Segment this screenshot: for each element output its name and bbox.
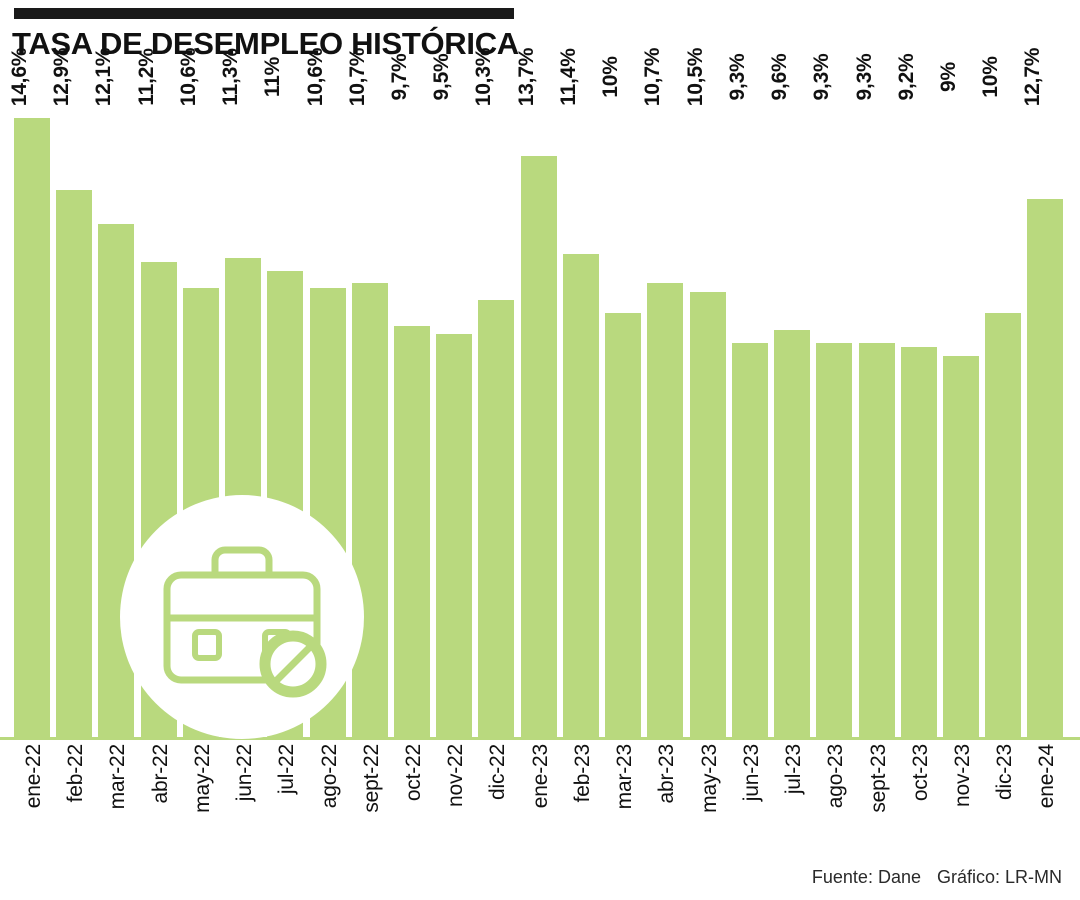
category-label: oct-23 [908, 744, 932, 802]
category-label: ene-24 [1035, 744, 1059, 809]
bar-value-label: 12,1% [92, 47, 116, 107]
category-label: nov-22 [444, 744, 468, 808]
category-label-slot [519, 744, 559, 864]
bar-value-label: 9,5% [430, 53, 454, 101]
category-label: may-23 [697, 744, 721, 813]
bar-slot [430, 53, 474, 737]
category-label: abr-23 [655, 744, 679, 804]
category-label: sept-22 [359, 744, 383, 813]
category-label: jun-22 [233, 744, 257, 802]
bar-value-label: 12,9% [50, 47, 74, 107]
category-label-slot [434, 744, 474, 864]
bar-slot [556, 48, 601, 737]
bar-value-label: 14,6% [7, 47, 31, 107]
category-label-slot [730, 744, 770, 864]
category-label-slot [603, 744, 643, 864]
category-label: mar-23 [613, 744, 637, 810]
source-label: Fuente: Dane [811, 867, 921, 887]
page-title: TASA DE DESEMPLEO HISTÓRICA [12, 26, 519, 61]
category-label-slot [392, 744, 432, 864]
category-label-slot [350, 744, 390, 864]
category-label-slot [772, 744, 812, 864]
category-label-slot [899, 744, 939, 864]
category-label: nov-23 [951, 744, 975, 808]
category-label-slot [181, 744, 221, 864]
category-label: mar-22 [106, 744, 130, 810]
category-label: sept-23 [866, 744, 890, 813]
category-label: may-22 [190, 744, 214, 813]
bar-value-label: 11,3% [219, 48, 243, 106]
category-label-slot [983, 744, 1023, 864]
category-label-slot [223, 744, 263, 864]
category-label-slot [308, 744, 348, 864]
bar [979, 56, 1021, 737]
bar [810, 53, 852, 737]
category-label: feb-22 [64, 744, 88, 803]
bar [472, 47, 514, 737]
bar-value-label: 12,7% [1021, 47, 1045, 107]
bar-value-label: 11% [261, 56, 285, 98]
title-rule [14, 8, 514, 19]
category-label: abr-22 [148, 744, 172, 804]
category-label-slot [646, 744, 686, 864]
category-label-slot [54, 744, 94, 864]
bar-slot [979, 56, 1023, 737]
bar [514, 47, 557, 737]
bar-value-label: 11,4% [556, 48, 580, 106]
bar-value-label: 9% [937, 62, 961, 92]
bar-value-label: 9,3% [810, 53, 834, 101]
bar-value-label: 9,6% [768, 53, 792, 101]
bar-value-label: 10,5% [683, 47, 707, 107]
bar [937, 62, 979, 737]
category-label-slot [857, 744, 897, 864]
bar-slot [768, 53, 812, 737]
category-label: feb-23 [570, 744, 594, 803]
bar [7, 47, 50, 737]
bar-value-label: 10,7% [641, 47, 665, 107]
bar [50, 47, 92, 737]
bar-value-label: 9,2% [894, 53, 918, 101]
bar [683, 47, 726, 737]
chart-baseline [0, 737, 1080, 740]
bar [894, 53, 937, 737]
category-label-slot [477, 744, 517, 864]
bar-slot [514, 47, 559, 737]
category-axis [12, 744, 1068, 864]
bar-slot [7, 47, 52, 737]
bar-slot [387, 53, 432, 737]
bar-value-label: 9,3% [852, 53, 876, 101]
bar-slot [725, 53, 770, 737]
bar-value-label: 10,6% [303, 47, 327, 107]
bar-slot [852, 53, 897, 737]
category-label: oct-22 [401, 744, 425, 802]
bar [852, 53, 895, 737]
bar-slot [50, 47, 94, 737]
bar-slot [894, 53, 939, 737]
briefcase-blocked-icon [120, 495, 364, 739]
bar [641, 47, 683, 737]
bar-value-label: 10% [979, 56, 1003, 98]
category-label: ene-22 [21, 744, 45, 809]
category-label-slot [814, 744, 854, 864]
category-label: jul-22 [275, 744, 299, 795]
category-label-slot [12, 744, 52, 864]
bar-slot [810, 53, 854, 737]
bar [556, 48, 599, 737]
bar-value-label: 13,7% [514, 47, 538, 107]
category-label-slot [96, 744, 136, 864]
bar-slot [641, 47, 686, 737]
bar-value-label: 10,6% [176, 47, 200, 107]
bar-slot [1021, 47, 1066, 737]
category-label: ago-23 [824, 744, 848, 809]
bar-value-label: 9,3% [725, 53, 749, 101]
bar [1021, 47, 1063, 737]
bar-slot [937, 62, 981, 737]
category-label-slot [1026, 744, 1066, 864]
category-label: dic-23 [993, 744, 1017, 800]
bar [768, 53, 810, 737]
category-label-slot [941, 744, 981, 864]
category-label-slot [139, 744, 179, 864]
category-label-slot [561, 744, 601, 864]
bar-value-label: 9,7% [387, 53, 411, 101]
credit-label: Gráfico: LR-MN [936, 867, 1062, 887]
category-label: jul-23 [782, 744, 806, 795]
bar [599, 56, 641, 737]
bar [725, 53, 768, 737]
bar-slot [472, 47, 517, 737]
bar [387, 53, 430, 737]
bar-chart [0, 47, 1080, 740]
bar [430, 53, 472, 737]
category-label: dic-22 [486, 744, 510, 800]
bar [345, 47, 388, 737]
category-label: jun-23 [739, 744, 763, 802]
category-label-slot [265, 744, 305, 864]
bar-value-label: 10,7% [345, 47, 369, 107]
bar-value-label: 11,2% [134, 48, 158, 106]
category-label: ene-23 [528, 744, 552, 809]
chart-source [812, 867, 1062, 888]
bar-slot [599, 56, 643, 737]
category-label-slot [688, 744, 728, 864]
bar-value-label: 10% [599, 56, 623, 98]
bar-value-label: 10,3% [472, 47, 496, 107]
bar-slot [683, 47, 728, 737]
category-label: ago-22 [317, 744, 341, 809]
